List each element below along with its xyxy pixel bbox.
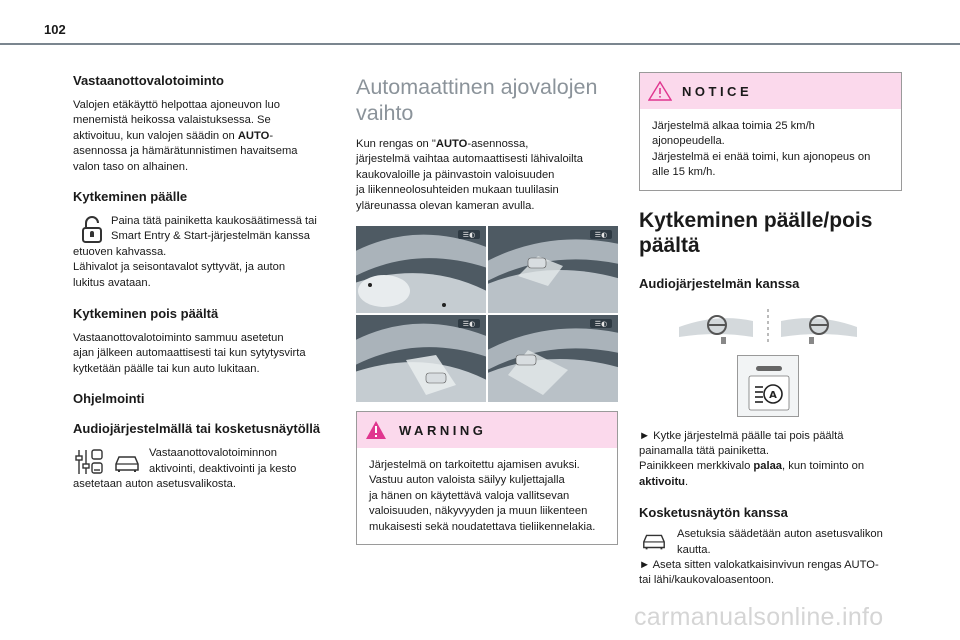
svg-text:☰◐: ☰◐ (462, 320, 476, 329)
dashboard-diagram (677, 305, 859, 347)
car-icon (113, 453, 141, 473)
welcome-intro: Valojen etäkäyttö helpottaa ajoneuvon luo menemistä heikossa valaistuksessa. Se aktivoituu, kun valojen säädin on AUTO- asennossa ja hämärätunnistimen havaitsema valon taso on alhainen. (73, 99, 298, 173)
touchscreen-block: Asetuksia säädetään auton asetusvalikon kautta. ► Aseta sitten valokatkaisinvivun rengas AUTO- tai lähi/kaukovaloasentoon. (639, 528, 883, 587)
warning-triangle-icon (365, 420, 387, 440)
section-title-auto-beam: Automaattinen ajovalojen vaihto (356, 75, 598, 125)
warning-box (356, 411, 618, 545)
auto-beam-intro: Kun rengas on "AUTO-asennossa, järjestelmä vaihtaa automaattisesti lähivaloilta kaukovaloille ja päinvastoin valoisuuden ja liikenneolosuhteiden mukaan tuulilasin yläreunassa olevan kameran avulla. (356, 138, 583, 212)
illustration-panel-1 (356, 226, 486, 313)
notice-triangle-icon (648, 81, 672, 101)
unlock-icon (81, 216, 103, 244)
switch-off-text: Vastaanottovalotoiminto sammuu asetetun ajan jälkeen automaattisesti tai kun sytytysvirta kytketään päälle tai kun auto lukitaan. (73, 332, 306, 375)
svg-text:A: A (769, 389, 777, 401)
svg-text:☰◐: ☰◐ (594, 231, 608, 240)
heading-programming: Ohjelmointi (73, 391, 145, 407)
page-number: 102 (44, 22, 66, 37)
illustration-panel-4 (488, 315, 618, 402)
warning-text: Järjestelmä on tarkoitettu ajamisen avuksi. Vastuu auton valoista säilyy kuljettajalla ja hänen on käytettävä valoja vallitsevan valoisuuden, näkyvyyden ja muun liikenteen mukaisesti sekä noudatettava tieliikennelakia. (369, 459, 596, 533)
column-middle (356, 74, 618, 545)
column-left (73, 72, 341, 493)
warning-label: WARNING (399, 422, 487, 438)
heading-touchscreen: Kosketusnäytön kanssa (639, 505, 788, 521)
heading-audio-touch: Audiojärjestelmällä tai kosketusnäytöllä (73, 421, 321, 437)
audio-touch-block: Vastaanottovalotoiminnon aktivointi, deaktivointi ja kesto asetetaan auton asetusvalikosta. (73, 447, 297, 491)
heading-switch-on: Kytkeminen päälle (73, 189, 188, 205)
header-rule (0, 43, 960, 45)
car-icon-small (641, 531, 667, 551)
settings-menu-icon (75, 448, 105, 476)
notice-text: Järjestelmä alkaa toimia 25 km/h ajonopeudella. Järjestelmä ei enää toimi, kun ajonopeus on alle 15 km/h. (652, 120, 871, 179)
section-title-welcome-lighting: Vastaanottovalotoiminto (73, 73, 224, 88)
auto-high-beam-icon (738, 356, 800, 418)
illustration-panel-3 (356, 315, 486, 402)
illustration-panel-2 (488, 226, 618, 313)
audio-system-text: ► Kytke järjestelmä päälle tai pois päältä painamalla tätä painiketta. Painikkeen merkkivalo palaa, kun toiminto on aktivoitu. (639, 429, 865, 488)
switch-on-block: Paina tätä painiketta kaukosäätimessä tai Smart Entry & Start-järjestelmän kanssa etuoven kahvassa. Lähivalot ja seisontavalot syttyvät, ja auton lukitus avataan. (73, 215, 317, 289)
svg-text:☰◐: ☰◐ (462, 231, 476, 240)
auto-beam-illustration (356, 226, 618, 402)
column-right (639, 72, 902, 589)
notice-label: NOTICE (682, 83, 753, 99)
auto-beam-button[interactable] (737, 355, 799, 417)
svg-text:☰◐: ☰◐ (594, 320, 608, 329)
notice-header (640, 73, 901, 109)
heading-audio-system: Audiojärjestelmän kanssa (639, 275, 800, 291)
notice-box (639, 72, 902, 191)
heading-switch-off: Kytkeminen pois päältä (73, 306, 219, 322)
section-title-switch: Kytkeminen päälle/pois päältä (639, 208, 873, 257)
watermark: carmanualsonline.info (634, 603, 884, 631)
warning-header (357, 412, 617, 448)
